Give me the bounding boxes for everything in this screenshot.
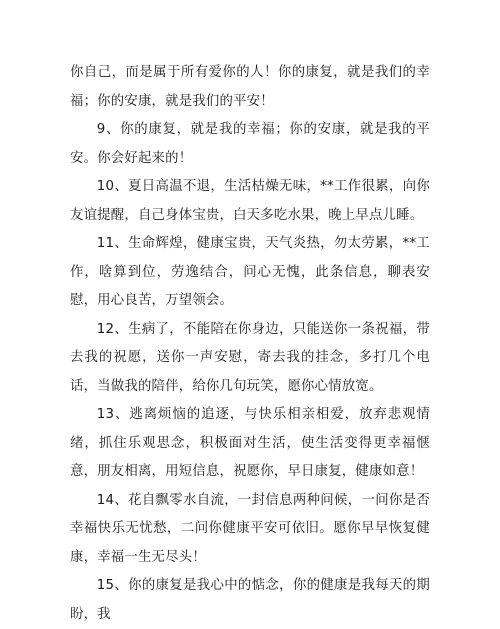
paragraph-item-10: 10、夏日高温不退，生活枯燥无味，**工作很累，向你友谊提醒，自己身体宝贵，白天多吃水果，晚上早点儿睡。 (70, 179, 430, 223)
paragraph-item-11: 11、生命辉煌，健康宝贵，天气炎热，勿太劳累，**工作，啥算到位，劳逸结合，问心无愧，此条信息，聊表安慰，用心良苦，万望领会。 (70, 236, 430, 308)
paragraph-item-12: 12、生病了，不能陪在你身边，只能送你一条祝福，带去我的祝愿，送你一声安慰，寄去我的挂念，多打几个电话，当做我的陪伴，给你几句玩笑，愿你心情放宽。 (70, 321, 430, 394)
paragraph-item-13: 13、逃离烦恼的追逐，与快乐相亲相爱，放弃悲观情绪，抓住乐观思念，积极面对生活，使生活变得更幸福惬意，朋友相离，用短信息，祝愿你，早日康复，健康如意！ (70, 407, 430, 479)
paragraph-item-14: 14、花自飘零水自流，一封信息两种问候，一问你是否幸福快乐无忧愁，二问你健康平安可依旧。愿你早早恢复健康，幸福一生无尽头！ (70, 492, 430, 565)
document-body (70, 59, 430, 629)
paragraph-item-9: 9、你的康复，就是我的幸福；你的安康，就是我的平安。你会好起来的！ (70, 122, 430, 166)
paragraph-continuation: 你自己，而是属于所有爱你的人！你的康复，就是我们的幸福；你的安康，就是我们的平安！ (70, 65, 430, 109)
paragraph-item-15: 15、你的康复是我心中的惦念，你的健康是我每天的期盼，我 (70, 578, 430, 622)
